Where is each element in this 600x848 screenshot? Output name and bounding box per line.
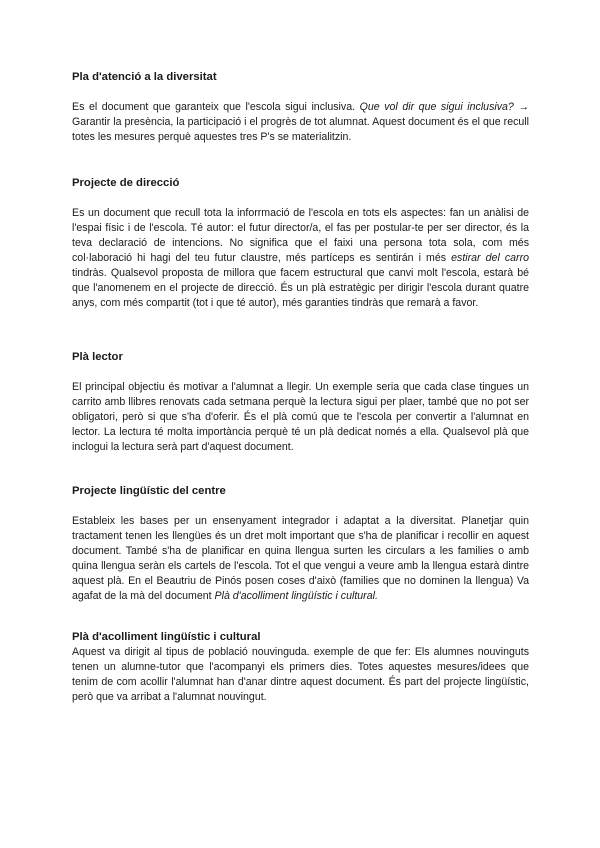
section-paragraph: [72, 206, 529, 311]
section-paragraph: [72, 514, 529, 604]
section-pla-lector: [72, 350, 529, 455]
section-pla-acolliment: [72, 630, 529, 705]
paragraph-text: Es el document que garanteix que l'escola sigui inclusiva.: [72, 101, 356, 113]
section-projecte-direccio: [72, 176, 529, 311]
section-title: Projecte de direcció: [72, 177, 180, 189]
section-paragraph: El principal objectiu és motivar a l'alumnat a llegir. Un exemple seria que cada clase tingues un carrito amb llibres renovats cada setmana perquè la lectura sigui per plaer, també que no pot ser obligatori, però si que s'ha d'oferir. És el plà comú que te l'escola per convertir a l'alumnat en lector. La lectura té molta importància perquè té un plà dedicat només a ella. Qualsevol plà que inclogui la lectura serà part d'aquest document.: [72, 381, 529, 453]
section-title: Plà lector: [72, 351, 123, 363]
section-title: Plà d'acolliment lingüístic i cultural: [72, 631, 261, 643]
paragraph-italic: Plà d'acolliment lingüístic i cultural.: [214, 590, 378, 602]
section-projecte-linguistic: [72, 484, 529, 604]
paragraph-text-tail: tindràs. Qualsevol proposta de millora que facem estructural que canvi molt l'escola, estarà bé que l'anomenem en el projecte de direcció. És un plà estratègic per dirigir l'escola durant quatre anys, com més compartit (tot i que té autor), més garanties tindràs que remarà a favor.: [72, 267, 529, 309]
paragraph-italic: Que vol dir que sigui inclusiva?: [359, 101, 514, 113]
section-paragraph: [72, 100, 529, 145]
section-paragraph: Aquest va dirigit al tipus de població nouvinguda. exemple de que fer: Els alumnes nouvinguts tenen un alumne-tutor que l'acompanyi els primers dies. Totes aquestes mesures/idees que tenim de com acollir l'alumnat han d'anar dintre aquest document. És part del projecte lingüístic, però que va arribat a l'alumnat nouvingut.: [72, 646, 529, 703]
paragraph-text: Estableix les bases per un ensenyament integrador i adaptat a la diversitat. Planetjar quin tractament tenen les llengües és un dret molt important que s'ha de planificar i recollir en aquest document. També s'ha de planificar en quina llengua surten les circulars a les families o amb quina llengua seràn els cartels de l'escola. Tot el que vengui a veure amb la llengua estarà dintre aquest plà. En el Beautriu de Pinós posen coses d'això (families que no dominen la llengua) Va agafat de la mà del document: [72, 515, 529, 602]
section-title: Pla d'atenció a la diversitat: [72, 71, 217, 83]
paragraph-italic: estirar del carro: [451, 252, 529, 264]
section-pla-diversitat: [72, 70, 529, 145]
section-title: Projecte lingüístic del centre: [72, 485, 226, 497]
paragraph-text-tail: → Garantir la presència, la participació i el progrès de tot alumnat. Aquest document és el que recull totes les mesures perquè aquestes tres P's se materialitzin.: [72, 101, 529, 143]
paragraph-text: Es un document que recull tota la inforrmació de l'escola en tots els aspectes: fan un anàlisi de l'espai físic i de l'escola. Té autor: el futur director/a, el fas per postular-te per ser director, és la teva declaració de intencions. No significa que el faixi una persona tota sola, com més col·laboració hi hagi del teu futur claustre, més partíceps es sentirán i més: [72, 207, 529, 264]
